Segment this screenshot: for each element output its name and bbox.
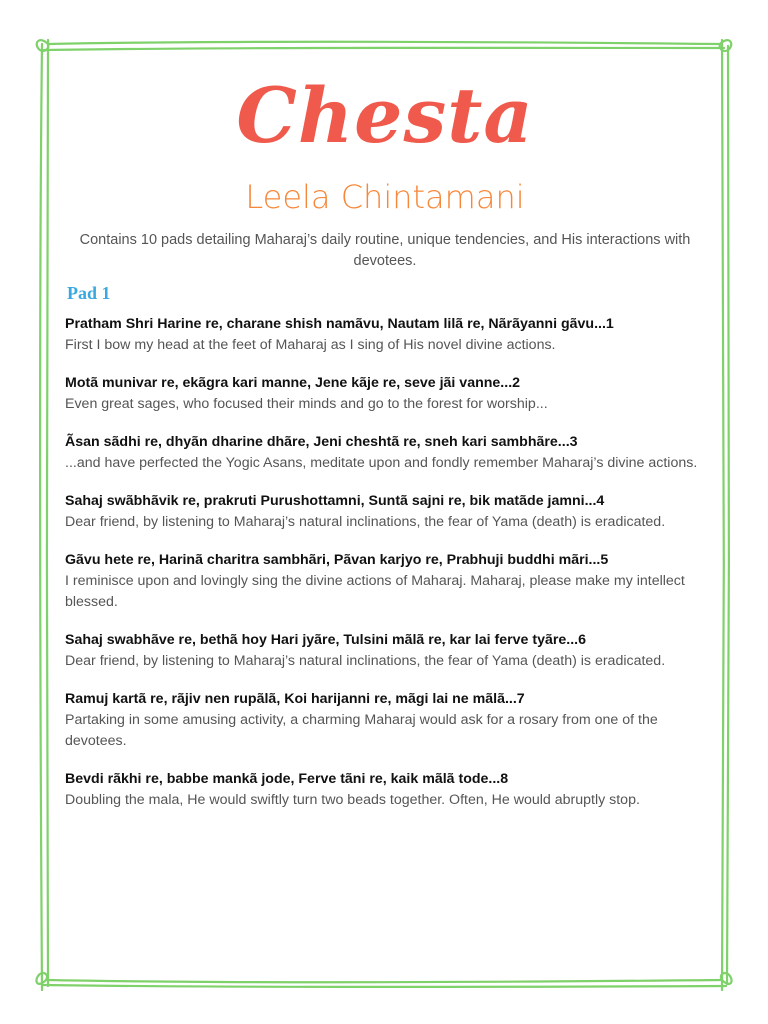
verse-item [65, 373, 705, 415]
verse-line: Gãvu hete re, Harinã charitra sambhãri, Pãvan karjyo re, Prabhuji buddhi mãri...5 [65, 552, 609, 568]
verse-translation: Dear friend, by listening to Maharaj’s natural inclinations, the fear of Yama (death) is eradicated. [65, 653, 666, 669]
verse-list [65, 314, 705, 811]
verse-item [65, 550, 705, 613]
page-title: Chesta [236, 71, 534, 160]
verse-line: Sahaj swãbhãvik re, prakruti Purushottamni, Suntã sajni re, bik matãde jamni...4 [65, 493, 605, 509]
verse-item [65, 689, 705, 752]
verse-item [65, 769, 705, 811]
verse-item [65, 491, 705, 533]
verse-translation: Partaking in some amusing activity, a charming Maharaj would ask for a rosary from one of the devotees. [65, 712, 658, 749]
verse-translation: I reminisce upon and lovingly sing the divine actions of Maharaj. Maharaj, please make my intellect blessed. [65, 573, 685, 610]
verse-translation: Doubling the mala, He would swiftly turn two beads together. Often, He would abruptly stop. [65, 792, 640, 808]
verse-line: Motã munivar re, ekãgra kari manne, Jene kãje re, seve jãi vanne...2 [65, 375, 521, 391]
intro-text: Contains 10 pads detailing Maharaj’s daily routine, unique tendencies, and His interactions with devotees. [79, 232, 691, 269]
verse-translation: Dear friend, by listening to Maharaj’s natural inclinations, the fear of Yama (death) is eradicated. [65, 514, 666, 530]
verse-line: Ãsan sãdhi re, dhyãn dharine dhãre, Jeni cheshtã re, sneh kari sambhãre...3 [65, 434, 578, 450]
pad-heading: Pad 1 [67, 283, 111, 303]
verse-line: Sahaj swabhãve re, bethã hoy Hari jyãre, Tulsini mãlã re, kar lai ferve tyãre...6 [65, 632, 586, 648]
page-subtitle: Leela Chintamani [245, 178, 525, 216]
verse-item [65, 630, 705, 672]
verse-translation: First I bow my head at the feet of Maharaj as I sing of His novel divine actions. [65, 337, 556, 353]
verse-line: Ramuj kartã re, rãjiv nen rupãlã, Koi harijanni re, mãgi lai ne mãlã...7 [65, 691, 525, 707]
verse-item [65, 314, 705, 356]
verse-item [65, 432, 705, 474]
verse-translation: ...and have perfected the Yogic Asans, meditate upon and fondly remember Maharaj’s divine actions. [65, 455, 698, 471]
verse-line: Pratham Shri Harine re, charane shish namãvu, Nautam lilã re, Nãrãyanni gãvu...1 [65, 316, 614, 332]
document-body [65, 60, 705, 811]
verse-line: Bevdi rãkhi re, babbe mankã jode, Ferve tãni re, kaik mãlã tode...8 [65, 771, 509, 787]
verse-translation: Even great sages, who focused their minds and go to the forest for worship... [65, 396, 548, 412]
